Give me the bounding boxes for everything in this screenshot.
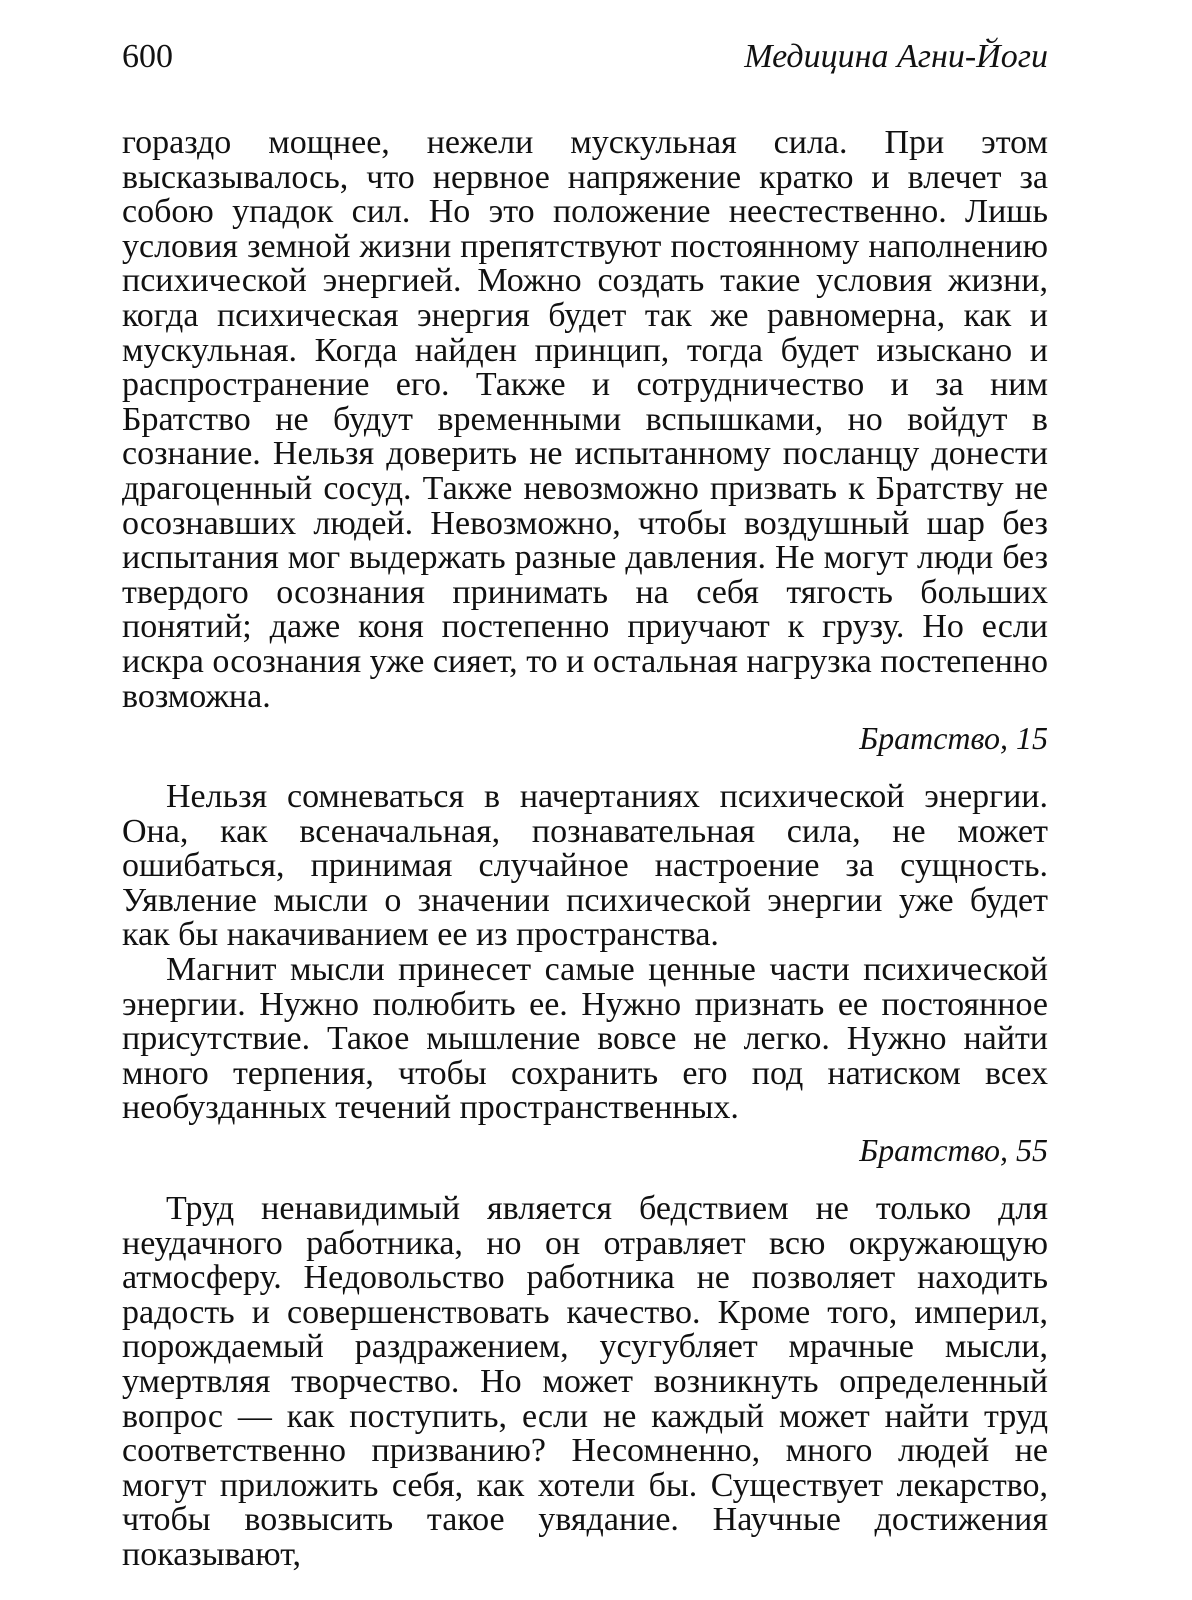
page-number: 600 <box>122 38 173 75</box>
passage <box>122 126 1048 758</box>
page-body <box>122 126 1048 1573</box>
paragraph: Магнит мысли принесет самые ценные части психической энергии. Нужно полюбить ее. Нужно признать ее постоянное присутствие. Такое мышление вовсе не легко. Нужно найти много терпения, чтобы сохранить его под натиском всех необузданных течений пространственных. <box>122 951 1048 1127</box>
paragraph: Нельзя сомневаться в начертаниях психической энергии. Она, как всеначальная, познавательная сила, не может ошибаться, принимая случайное настроение за сущность. Уявление мысли о значении психической энергии уже будет как бы накачиванием ее из пространства. <box>122 778 1048 954</box>
paragraph: Труд ненавидимый является бедствием не только для неудачного работника, но он отравляет всю окружающую атмосферу. Недовольство работника не позволяет находить радость и совершенствовать качество. Кроме того, империл, порождаемый раздражением, усугубляет мрачные мысли, умертвляя творчество. Но может возникнуть определенный вопрос — как поступить, если не каждый может найти труд соответственно призванию? Несомненно, много людей не могут приложить себя, как хотели бы. Существует лекарство, чтобы возвысить такое увядание. Научные достижения показывают, <box>122 1190 1048 1573</box>
passage <box>122 1192 1048 1573</box>
paragraph: гораздо мощнее, нежели мускульная сила. При этом высказывалось, что нервное напряжение кратко и влечет за собою упадок сил. Но это положение неестественно. Лишь условия земной жизни препятствуют постоянному наполнению психической энергией. Можно создать такие условия жизни, когда психическая энергия будет так же равномерна, как и мускульная. Когда найден принцип, тогда будет изыскано и распространение его. Также и сотрудничество и за ним Братство не будут временными вспышками, но войдут в сознание. Нельзя доверить не испытанному посланцу донести драгоценный сосуд. Также невозможно призвать к Братству не осознавших людей. Невозможно, чтобы воздушный шар без испытания мог выдержать разные давления. Не могут люди без твердого осознания принимать на себя тягость больших понятий; даже коня постепенно приучают к грузу. Но если искра осознания уже сияет, то и остальная нагрузка постепенно возможна. <box>122 124 1048 715</box>
passage <box>122 780 1048 1170</box>
source-citation: Братство, 15 <box>859 720 1048 757</box>
page-header <box>122 38 1048 96</box>
source-citation: Братство, 55 <box>859 1132 1048 1169</box>
running-title: Медицина Агни-Йоги <box>744 38 1048 75</box>
book-page <box>122 38 1048 1573</box>
